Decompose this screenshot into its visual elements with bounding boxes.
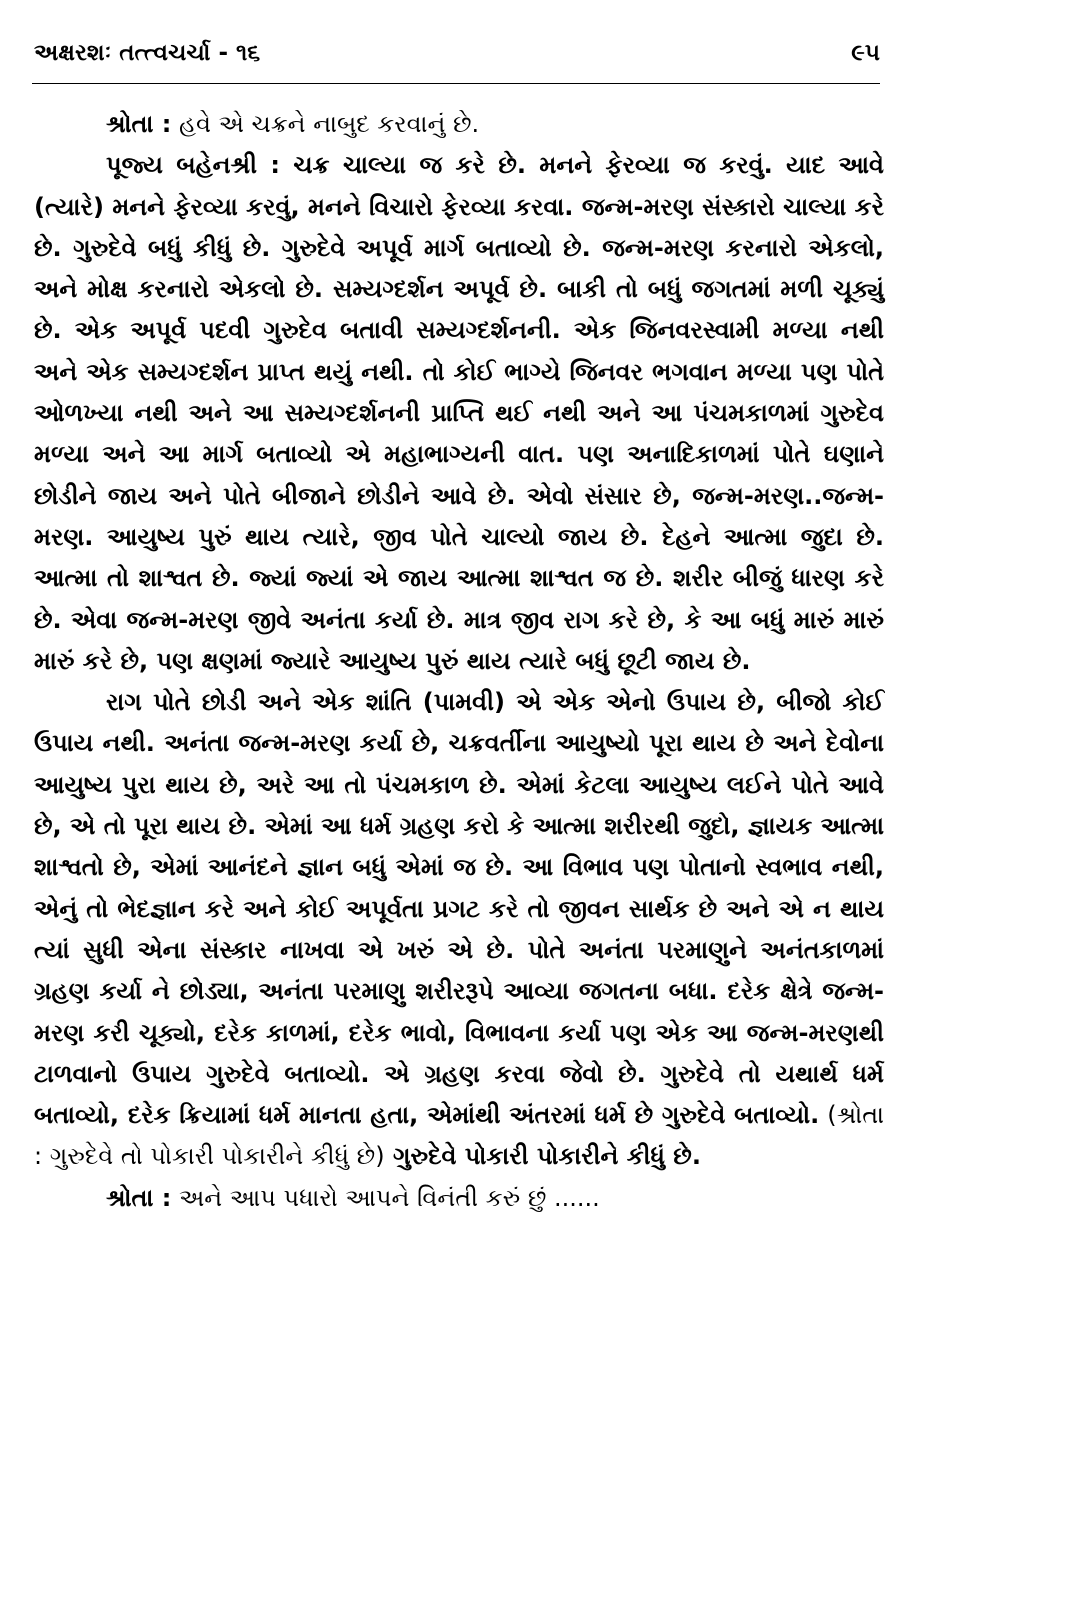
header-rule bbox=[32, 83, 880, 84]
paragraph-text: રાગ પોતે છોડી અને એક શાંતિ (પામવી) એ એક એનો ઉપાય છે, બીજો કોઈ ઉપાય નથી. અનંતા જન્મ-મરણ કર્યા છે, ચક્રવર્તીના આયુષ્યો પૂરા થાય છે અને દેવોના આયુષ્ય પુરા થાય છે, અરે આ તો પંચમકાળ છે. એમાં કેટલા આયુષ્ય લઈને પોતે આવે છે, એ તો પૂરા થાય છે. એમાં આ ધર્મ ગ્રહણ કરો કે આત્મા શરીરથી જુદો, જ્ઞાયક આત્મા શાશ્વતો છે, એમાં આનંદને જ્ઞાન બધું એમાં જ છે. આ વિભાવ પણ પોતાનો સ્વભાવ નથી, એનું તો ભેદજ્ઞાન કરે અને કોઈ અપૂર્વતા પ્રગટ કરે તો જીવન સાર્થક છે અને એ ન થાય ત્યાં સુધી એના સંસ્કાર નાખવા એ ખરું એ છે. પોતે અનંતા પરમાણુને અનંતકાળમાં ગ્રહણ કર્યા ને છોડ્યા, અનંતા પરમાણુ શરીરરૂપે આવ્યા જગતના બધા. દરેક ક્ષેત્રે જન્મ-મરણ કરી ચૂક્યો, દરેક કાળમાં, દરેક ભાવો, વિભાવના કર્યા પણ એક આ જન્મ-મરણથી ટાળવાનો ઉપાય ગુરુદેવે બતાવ્યો. એ ગ્રહણ કરવા જેવો છે. ગુરુદેવે તો યથાર્થ ધર્મ બતાવ્યો, દરેક ક્રિયામાં ધર્મ માનતા હતા, એમાંથી અંતરમાં ધર્મ છે ગુરુદેવે બતાવ્યો. bbox=[34, 688, 884, 1130]
paragraph-text: અને આપ પધારો આપને વિનંતી કરું છું ...... bbox=[171, 1183, 600, 1212]
paragraph-continued bbox=[34, 682, 884, 1178]
speaker-label: પૂજ્ય બહેનશ્રી : bbox=[106, 151, 280, 180]
paragraph-listener-1 bbox=[34, 104, 884, 145]
page-number: ૯૫ bbox=[851, 40, 880, 66]
paragraph-text: હવે એ ચક્રને નાબુદ કરવાનું છે. bbox=[171, 110, 480, 138]
page-body bbox=[34, 104, 884, 1219]
paragraph-tail: ગુરુદેવે પોકારી પોકારીને કીધું છે. bbox=[384, 1142, 701, 1171]
speaker-label: શ્રોતા : bbox=[106, 1183, 172, 1212]
listener-aside: (શ્રોતા : ગુરુદેવે તો પોકારી પોકારીને કીધું છે) bbox=[34, 1101, 884, 1171]
paragraph-listener-2 bbox=[34, 1178, 884, 1219]
running-header bbox=[34, 40, 880, 66]
speaker-label: શ્રોતા : bbox=[106, 110, 172, 138]
paragraph-behenshri bbox=[34, 145, 884, 682]
header-title: અક્ષરશઃ તત્ત્વચર્ચા - ૧૬ bbox=[34, 40, 261, 66]
paragraph-text: ચક્ર ચાલ્યા જ કરે છે. મનને ફેરવ્યા જ કરવું. યાદ આવે (ત્યારે) મનને ફેરવ્યા કરવું, મનને વિચારો ફેરવ્યા કરવા. જન્મ-મરણ સંસ્કારો ચાલ્યા કરે છે. ગુરુદેવે બધું કીધું છે. ગુરુદેવે અપૂર્વ માર્ગ બતાવ્યો છે. જન્મ-મરણ કરનારો એકલો, અને મોક્ષ કરનારો એકલો છે. સમ્યગ્દર્શન અપૂર્વ છે. બાકી તો બધું જગતમાં મળી ચૂક્યું છે. એક અપૂર્વ પદવી ગુરુદેવ બતાવી સમ્યગ્દર્શનની. એક જિનવરસ્વામી મળ્યા નથી અને એક સમ્યગ્દર્શન પ્રાપ્ત થયું નથી. તો કોઈ ભાગ્યે જિનવર ભગવાન મળ્યા પણ પોતે ઓળખ્યા નથી અને આ સમ્યગ્દર્શનની પ્રાપ્તિ થઈ નથી અને આ પંચમકાળમાં ગુરુદેવ મળ્યા અને આ માર્ગ બતાવ્યો એ મહાભાગ્યની વાત. પણ અનાદિકાળમાં પોતે ઘણાને છોડીને જાય અને પોતે બીજાને છોડીને આવે છે. એવો સંસાર છે, જન્મ-મરણ..જન્મ-મરણ. આયુષ્ય પુરું થાય ત્યારે, જીવ પોતે ચાલ્યો જાય છે. દેહને આત્મા જુદા છે. આત્મા તો શાશ્વત છે. જ્યાં જ્યાં એ જાય આત્મા શાશ્વત જ છે. શરીર બીજું ધારણ કરે છે. એવા જન્મ-મરણ જીવે અનંતા કર્યા છે. માત્ર જીવ રાગ કરે છે, કે આ બધું મારું મારું મારું કરે છે, પણ ક્ષણમાં જ્યારે આયુષ્ય પુરું થાય ત્યારે બધું છૂટી જાય છે. bbox=[34, 151, 884, 675]
